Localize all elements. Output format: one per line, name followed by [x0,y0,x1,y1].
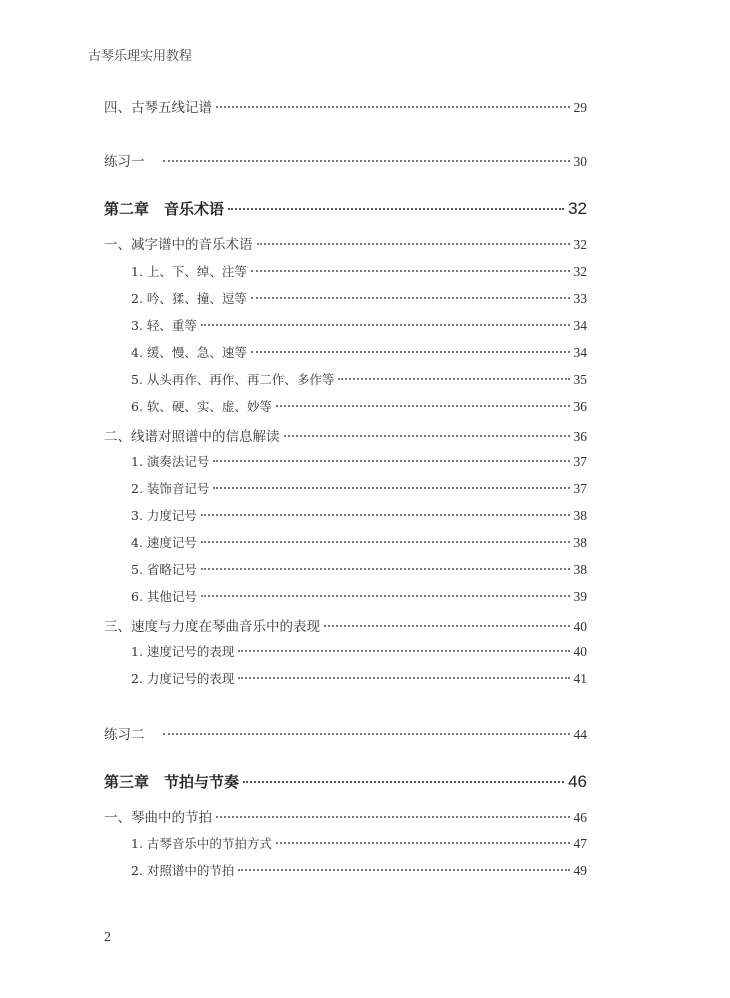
toc-entry-sub [131,343,587,361]
toc-entry-page: 39 [573,589,587,604]
toc-dot-leader [201,595,570,597]
toc-entry-page: 32 [573,237,587,252]
toc-entry-page: 33 [573,291,587,306]
toc-entry-title: 1. 上、下、绰、注等 [131,264,247,279]
toc-entry-title: 6. 其他记号 [131,589,197,604]
toc-entry-title: 3. 力度记号 [131,508,197,523]
toc-entry-section [104,615,587,635]
toc-entry-page: 37 [573,481,587,496]
toc-entry-sub [131,506,587,524]
running-header: 古琴乐理实用教程 [88,49,193,64]
toc-entry-title: 第二章 音乐术语 [104,200,225,218]
toc-dot-leader [216,106,570,108]
toc-entry-section [104,806,587,826]
toc-dot-leader [276,405,570,407]
toc-dot-leader [338,378,569,380]
toc-entry-page: 46 [568,772,587,791]
toc-entry-title: 1. 速度记号的表现 [131,644,235,659]
toc-dot-leader [257,243,570,245]
toc-dot-leader [251,297,570,299]
toc-entry-page: 40 [573,619,587,634]
toc-entry-title: 3. 轻、重等 [131,318,197,333]
toc-entry-page: 32 [573,264,587,279]
toc-dot-leader [238,869,569,871]
toc-entry-title: 2. 吟、猱、撞、逗等 [131,291,247,306]
toc-dot-leader [284,435,570,437]
toc-entry-page: 36 [573,399,587,414]
toc-entry-sub [131,669,587,687]
toc-dot-leader [238,650,569,652]
toc-entry-sub [131,262,587,280]
toc-dot-leader [213,487,569,489]
toc-entry-sub [131,587,587,605]
toc-dot-leader [201,514,570,516]
page-number: 2 [104,930,111,945]
toc-entry-sub [131,289,587,307]
toc-dot-leader [216,816,570,818]
toc-entry-title: 6. 软、硬、实、虚、妙等 [131,399,272,414]
toc-entry-sub [131,834,587,852]
toc-entry-title: 2. 装饰音记号 [131,481,210,496]
toc-entry-sub [131,533,587,551]
toc-entry-title: 2. 力度记号的表现 [131,671,235,686]
toc-entry-page: 44 [573,727,587,742]
toc-dot-leader [163,160,570,162]
toc-dot-leader [276,842,570,844]
toc-entry-page: 49 [573,863,587,878]
toc-dot-leader [251,351,570,353]
toc-entry-page: 30 [573,154,587,169]
toc-entry-title: 2. 对照谱中的节拍 [131,863,235,878]
toc-entry-section [104,233,587,253]
toc-entry-page: 35 [573,372,587,387]
toc-entry-practice [104,723,587,743]
toc-entry-page: 29 [573,100,587,115]
toc-entry-sub [131,397,587,415]
toc-dot-leader [228,208,564,210]
toc-entry-page: 37 [573,454,587,469]
toc-entry-page: 41 [573,671,587,686]
toc-entry-sub [131,642,587,660]
toc-entry-title: 练习一 [104,154,145,170]
toc-entry-title: 5. 省略记号 [131,562,197,577]
toc-entry-title: 4. 缓、慢、急、速等 [131,345,247,360]
toc-entry-section [104,425,587,445]
toc-dot-leader [201,324,570,326]
toc-entry-top [104,96,587,116]
toc-dot-leader [201,541,570,543]
toc-entry-title: 三、速度与力度在琴曲音乐中的表现 [104,619,320,635]
toc-entry-sub [131,316,587,334]
toc-entry-title: 一、琴曲中的节拍 [104,810,212,826]
toc-entry-practice [104,150,587,170]
toc-dot-leader [324,625,570,627]
toc-entry-page: 38 [573,535,587,550]
toc-entry-sub [131,479,587,497]
toc-entry-page: 38 [573,562,587,577]
toc-dot-leader [163,733,570,735]
toc-entry-title: 二、线谱对照谱中的信息解读 [104,429,280,445]
toc-entry-page: 40 [573,644,587,659]
toc-entry-title: 1. 演奏法记号 [131,454,210,469]
toc-entry-chapter [104,771,587,792]
toc-entry-page: 47 [573,836,587,851]
toc-entry-page: 34 [573,345,587,360]
toc-entry-page: 32 [568,199,587,218]
toc-dot-leader [201,568,570,570]
toc-entry-sub [131,452,587,470]
toc-entry-title: 4. 速度记号 [131,535,197,550]
toc-entry-sub [131,861,587,879]
toc-dot-leader [251,270,570,272]
toc-entry-chapter [104,198,587,219]
toc-entry-title: 四、古琴五线记谱 [104,100,212,116]
toc-entry-page: 46 [573,810,587,825]
toc-entry-sub [131,560,587,578]
toc-dot-leader [238,677,569,679]
toc-entry-title: 1. 古琴音乐中的节拍方式 [131,836,272,851]
toc-entry-title: 5. 从头再作、再作、再二作、多作等 [131,372,335,387]
toc-entry-page: 38 [573,508,587,523]
toc-entry-page: 34 [573,318,587,333]
toc-entry-title: 第三章 节拍与节奏 [104,773,240,791]
toc-dot-leader [213,460,569,462]
toc-entry-sub [131,370,587,388]
toc-entry-page: 36 [573,429,587,444]
toc-entry-title: 练习二 [104,727,145,743]
toc-dot-leader [243,781,564,783]
toc-entry-title: 一、减字谱中的音乐术语 [104,237,253,253]
